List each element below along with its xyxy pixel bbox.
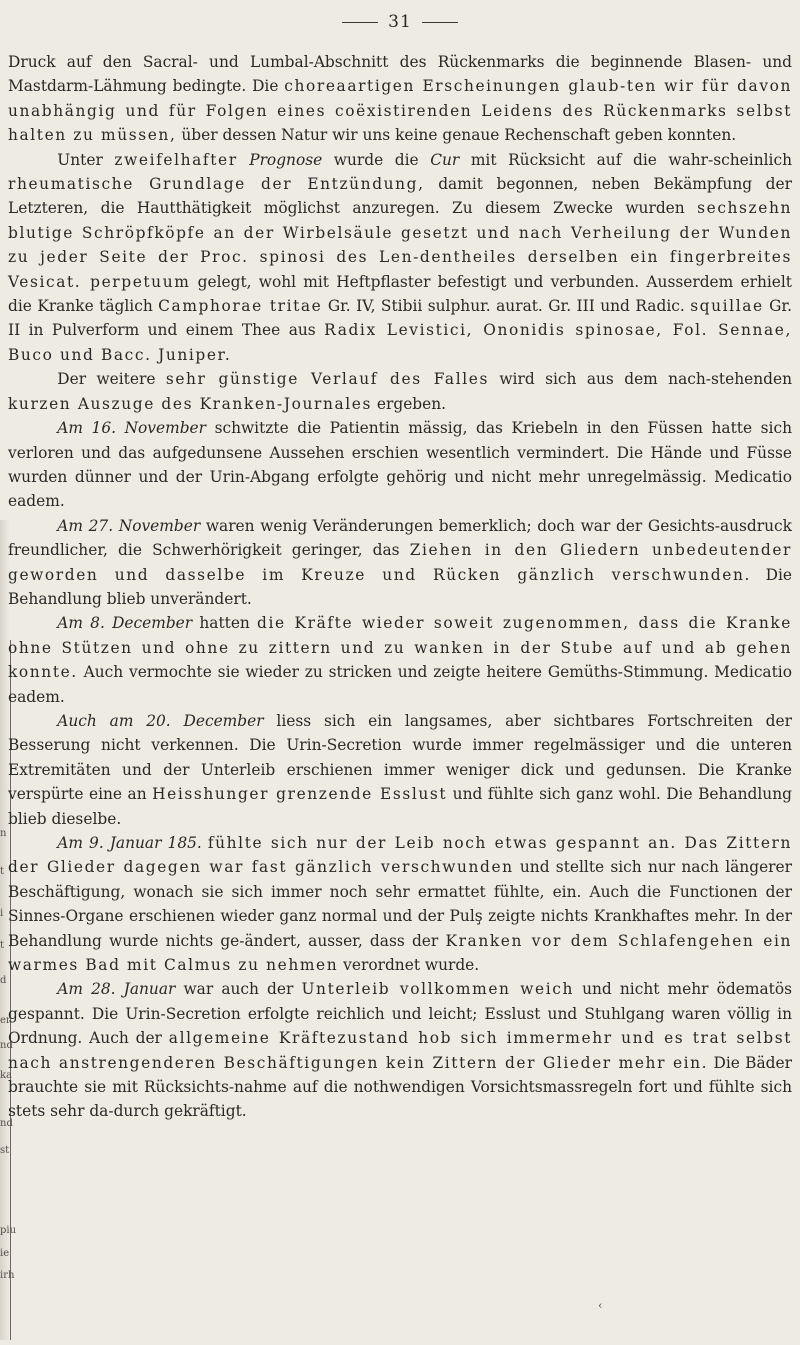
text-run: Am 8. December [57, 614, 193, 633]
header-dash-right [422, 22, 458, 23]
text-run: Gr. II in Pulverform und einem Thee aus [8, 297, 792, 340]
paragraph [8, 831, 792, 977]
paragraph [8, 50, 792, 148]
text-run: verordnet wurde. [338, 956, 480, 975]
text-run: Auch vermochte sie wieder zu stricken und zeigte heitere Gemüths-Stimmung. Medicatio eadem. [8, 663, 792, 706]
margin-mark: nd [0, 1040, 13, 1051]
text-run: Am 28. Januar [57, 980, 176, 999]
margin-mark: ka [0, 1070, 13, 1081]
text-run: zweifelhafter [114, 150, 238, 169]
text-run: wird sich aus dem nach-stehenden [488, 370, 792, 389]
text-run: Die Bäder brauchte sie mit Rücksichts-nahme auf die nothwendigen Vorsichtsmassregeln fort und fühlte sich stets sehr da-durch gekräftigt. [8, 1053, 792, 1121]
paragraph [8, 977, 792, 1123]
text-run: Ziehen in den Gliedern unbedeutender geworden und dasselbe im Kreuze und Rücken gänzlich verschwunden. [8, 541, 792, 584]
paragraph [8, 148, 792, 368]
text-run: Am 27. November [57, 516, 201, 535]
text-run: rheumatische Grundlage der Entzündung, [8, 175, 425, 194]
text-run [238, 151, 250, 169]
text-run: Cur [430, 150, 460, 169]
text-run: Radix Levistici, Ononidis spinosae, Fol. Sennae, Buco und Bacc. Juniper. [8, 321, 792, 364]
margin-mark: n [0, 828, 7, 839]
margin-mark: er [0, 1015, 11, 1026]
text-run: Gr. IV, Stibii sulphur. aurat. Gr. III und Radic. [322, 297, 691, 316]
text-run: Kranken vor dem Schlafengehen ein warmes Bad mit Calmus zu nehmen [8, 931, 792, 975]
text-run: und stellte sich nur nach längerer Beschäftigung, wonach sie sich immer noch sehr ermattet fühlte, ein. Auch die Functionen der Sinnes-Organe erschienen wieder ganz normal und der Pulş zeigte nichts Krankhaftes mehr. In der Behandlung wurde nichts ge-ändert, ausser, dass der [8, 858, 792, 950]
text-run: Die Behandlung blieb unverändert. [8, 565, 793, 608]
text-run: Druck auf den Sacral- und Lumbal-Abschnitt des Rückenmarks die beginnende Blasen- und Mastdarm-Lähmung bedingte. Die [8, 53, 792, 96]
text-run: Unterleib vollkommen weich [301, 980, 574, 999]
text-run: die Kräfte wieder soweit zugenommen, dass die Kranke ohne Stützen und ohne zu zittern und zu wanken in der Stube auf und ab gehen konnte. [8, 614, 792, 682]
stray-mark: ‹ [598, 1299, 603, 1312]
text-run: Am 9. Januar 185. [57, 834, 202, 852]
text-run: und nicht mehr ödematös gespannt. Die Urin-Secretion erfolgte reichlich und leicht; Esslust und Stuhlgang waren völlig in Ordnung. Auch der [8, 980, 792, 1048]
text-run: Prognose [249, 150, 323, 169]
text-run: Unter [57, 150, 115, 169]
margin-mark: irh [0, 1270, 15, 1281]
margin-mark: t [0, 866, 5, 877]
text-run: hatten [192, 614, 258, 633]
text-run: choreaartigen Erscheinungen glaub-ten wir für davon unabhängig und für Folgen eines coëxistirenden Leidens des Rückenmarks selbst halten zu müssen, [8, 77, 792, 145]
text-run: squillae [690, 297, 764, 316]
margin-mark: t [0, 940, 5, 951]
text-run: ergeben. [371, 394, 447, 413]
margin-mark: nd [0, 1118, 13, 1129]
margin-mark: ie [0, 1248, 10, 1259]
text-run: kurzen Auszuge des Kranken-Journales [8, 394, 372, 413]
text-run: sechszehn blutige Schröpfköpfe an der Wirbelsäule gesetzt und nach Verheilung der Wunden zu jeder Seite der Proc. spinosi des Len-dentheiles derselben ein fingerbreites Vesicat. perpetuum [8, 199, 792, 291]
margin-mark: i [0, 908, 4, 919]
text-run: waren wenig Veränderungen bemerklich; doch war der Gesichts-ausdruck freundlicher, die Schwerhörigkeit geringer, das [8, 516, 793, 560]
text-run: Am 16. November [57, 419, 207, 438]
text-run: über dessen Natur wir uns keine genaue Rechenschaft geben konnten. [176, 126, 737, 145]
text-run: und fühlte sich ganz wohl. Die Behandlung blieb dieselbe. [8, 785, 792, 828]
text-run: liess sich ein langsames, aber sichtbares Fortschreiten der Besserung nicht verkennen. Die Urin-Secretion wurde immer regelmässiger und die unteren Extremitäten und der Unterleib erschienen immer weniger dick und gedunsen. Die Kranke verspürte eine an [8, 711, 792, 804]
paragraph [8, 367, 792, 416]
text-run: allgemeine Kräftezustand hob sich immermehr und es trat selbst nach anstrengenderen Beschäftigungen kein Zittern der Glieder mehr ein. [8, 1029, 792, 1072]
margin-mark: piu [0, 1225, 17, 1236]
paragraph [8, 514, 792, 612]
header-dash-left [342, 22, 378, 23]
text-run: wurde die [322, 150, 431, 169]
text-run: Auch am 20. December [57, 711, 264, 730]
text-run: damit begonnen, neben Bekämpfung der Letzteren, die Hautthätigkeit möglichst anzuregen. Zu diesem Zwecke wurden [8, 175, 792, 218]
page-number: 31 [388, 12, 412, 32]
paragraph [8, 611, 792, 709]
margin-mark: st [0, 1145, 10, 1156]
text-run: mit Rücksicht auf die wahr-scheinlich [459, 150, 792, 169]
page-header [0, 12, 800, 32]
text-run: gelegt, wohl mit Heftpflaster befestigt und verbunden. Ausserdem erhielt die Kranke täglich [8, 272, 792, 316]
text-run: Heisshunger grenzende Esslust [152, 785, 448, 804]
text-run: Der weitere [57, 370, 166, 389]
text-run: sehr günstige Verlauf des Falles [165, 370, 489, 389]
text-run: Camphorae tritae [158, 297, 323, 316]
body-text [8, 50, 792, 1124]
text-run: schwitzte die Patientin mässig, das Kriebeln in den Füssen hatte sich verloren und das aufgedunsene Aussehen erschien wesentlich vermindert. Die Hände und Füsse wurden dünner und der Urin-Abgang erfolgte gehörig und nicht mehr unregelmässig. Medicatio eadem. [8, 419, 792, 511]
text-run: fühlte sich nur der Leib noch etwas gespannt an. Das Zittern der Glieder dagegen war fast gänzlich verschwunden [8, 834, 792, 877]
margin-mark: d [0, 975, 7, 986]
paragraph [8, 709, 792, 831]
paragraph [8, 416, 792, 514]
text-run: war auch der [175, 980, 302, 999]
